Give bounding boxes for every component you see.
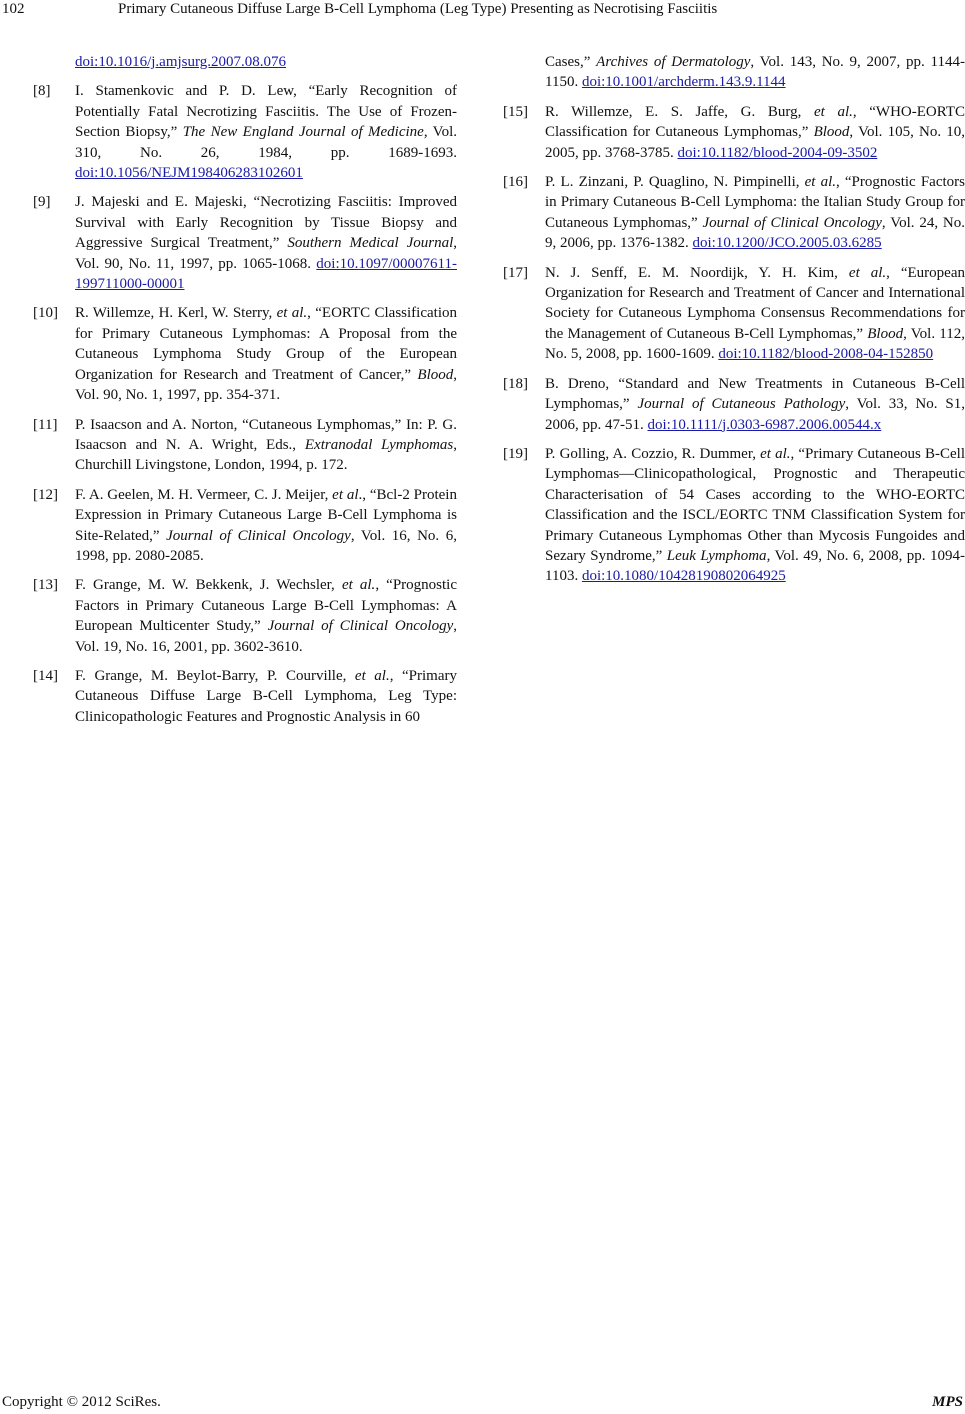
copyright-notice: Copyright © 2012 SciRes. — [2, 1394, 161, 1410]
reference-number: [13] — [33, 577, 58, 594]
journal-name: Archives of Dermatology — [596, 54, 751, 70]
reference-14: [14] F. Grange, M. Beylot-Barry, P. Courville, et al., “Primary Cutaneous Diffuse Large B-Cell Lymphoma, Leg Type: Clinicopathologic Features and Prognostic Analysis in 60 — [33, 667, 457, 725]
reference-17: [17] N. J. Senff, E. M. Noordijk, Y. H. Kim, et al., “European Organization for Research and Treatment of Cancer and International Society for Cutaneous Lymphoma Consensus Recommendations for the Management of Cutaneous B-Cell Lymphomas,” Blood, Vol. 112, No. 5, 2008, pp. 1600-1609. doi:10.1182/blood-2008-04-152850 — [503, 264, 965, 363]
reference-15: [15] R. Willemze, E. S. Jaffe, G. Burg, et al., “WHO-EORTC Classification for Cutaneous Lymphomas,” Blood, Vol. 105, No. 10, 2005, pp. 3768-3785. doi:10.1182/blood-2004-09-3502 — [503, 103, 965, 161]
reference-number: [15] — [503, 103, 528, 120]
doi-link[interactable]: doi:10.1097/00007611-199711000-00001 — [75, 255, 457, 293]
reference-continuation — [33, 52, 457, 72]
reference-number: [9] — [33, 194, 51, 211]
journal-name: Journal of Clinical Oncology — [267, 618, 454, 635]
doi-link[interactable]: doi:10.1001/archderm.143.9.1144 — [581, 74, 786, 91]
doi-link[interactable]: doi:10.1111/j.0303-6987.2006.00544.x — [647, 416, 882, 433]
reference-number: [10] — [33, 305, 58, 322]
doi-link[interactable]: doi:10.1056/NEJM198406283102601 — [75, 165, 303, 182]
reference-18: [18] B. Dreno, “Standard and New Treatments in Cutaneous B-Cell Lymphomas,” Journal of Cutaneous Pathology, Vol. 33, No. S1, 2006, pp. 47-51. doi:10.1111/j.0303-6987.2006.00544.x — [503, 375, 965, 433]
doi-link[interactable]: doi:10.1200/JCO.2005.03.6285 — [692, 235, 882, 252]
journal-name: Journal of Clinical Oncology — [702, 214, 882, 231]
reference-12: [12] F. A. Geelen, M. H. Vermeer, C. J. Meijer, et al., “Bcl-2 Protein Expression in Primary Cutaneous Large B-Cell Lymphoma is Site-Related,” Journal of Clinical Oncology, Vol. 16, No. 6, 1998, pp. 2080-2085. — [33, 486, 457, 564]
journal-name: The New England Journal of Medicine — [182, 124, 424, 141]
page-number: 102 — [2, 1, 25, 17]
reference-13: [13] F. Grange, M. W. Bekkenk, J. Wechsler, et al., “Prognostic Factors in Primary Cutaneous Large B-Cell Lymphomas: A European Multicenter Study,” Journal of Clinical Oncology, Vol. 19, No. 16, 2001, pp. 3602-3610. — [33, 577, 458, 655]
journal-name: Blood — [867, 325, 904, 342]
reference-number: [14] — [33, 667, 58, 684]
journal-name: Journal of Cutaneous Pathology — [637, 396, 846, 413]
reference-8: [8] I. Stamenkovic and P. D. Lew, “Early Recognition of Potentially Fatal Necrotizing Fasciitis. The Use of Frozen-Section Biopsy,” The New England Journal of Medicine, Vol. 310, No. 26, 1984, pp. 1689-1693. doi:10.1056/NEJM198406283102601 — [33, 83, 457, 182]
doi-link[interactable]: doi:10.1182/blood-2008-04-152850 — [718, 346, 934, 363]
reference-number: [19] — [503, 445, 528, 462]
journal-name: Extranodal Lymphomas — [304, 436, 454, 453]
reference-11: [11] P. Isaacson and A. Norton, “Cutaneous Lymphomas,” In: P. G. Isaacson and N. A. Wright, Eds., Extranodal Lymphomas, Churchill Livingstone, London, 1994, p. 172. — [33, 416, 457, 474]
reference-number: [8] — [33, 83, 51, 100]
doi-link[interactable]: doi:10.1080/10428190802064925 — [581, 568, 786, 585]
reference-number: [16] — [503, 174, 528, 191]
doi-link[interactable]: doi:10.1182/blood-2004-09-3502 — [677, 144, 878, 161]
page-footer — [0, 1392, 965, 1412]
page-header — [0, 0, 965, 22]
running-title: Primary Cutaneous Diffuse Large B-Cell Lymphoma (Leg Type) Presenting as Necrotising Fasciitis — [118, 1, 718, 17]
journal-name: Southern Medical Journal — [287, 235, 454, 252]
doi-link[interactable]: doi:10.1016/j.amjsurg.2007.08.076 — [75, 54, 286, 70]
reference-19: [19] P. Golling, A. Cozzio, R. Dummer, et al., “Primary Cutaneous B-Cell Lymphomas—Clinicopathological, Prognostic and Therapeutic Characterisation of 54 Cases according to the WHO-EORTC Classification and the ISCL/EORTC TNM Classification System for Primary Cutaneous Lymphomas Other than Mycosis Fungoides and Sezary Syndrome,” Leuk Lymphoma, Vol. 49, No. 6, 2008, pp. 1094-1103. doi:10.1080/10428190802064925 — [503, 445, 965, 585]
journal-name: Blood — [813, 124, 850, 141]
journal-name: Journal of Clinical Oncology — [166, 527, 351, 544]
reference-9: [9] J. Majeski and E. Majeski, “Necrotizing Fasciitis: Improved Survival with Early Recognition by Tissue Biopsy and Aggressive Surgical Treatment,” Southern Medical Journal, Vol. 90, No. 11, 1997, pp. 1065-1068. doi:10.1097/00007611-199711000-00001 — [33, 194, 457, 293]
reference-number: [17] — [503, 264, 528, 281]
reference-10: [10] R. Willemze, H. Kerl, W. Sterry, et al., “EORTC Classification for Primary Cutaneous Lymphomas: A Proposal from the Cutaneous Lymphoma Study Group of the European Organization for Research and Treatment of Cancer,” Blood, Vol. 90, No. 1, 1997, pp. 354-371. — [33, 305, 457, 404]
journal-abbreviation: MPS — [932, 1394, 963, 1410]
reference-number: [11] — [33, 416, 58, 433]
right-column — [503, 52, 965, 596]
journal-name: Blood — [417, 366, 454, 383]
journal-name: Leuk Lymphoma — [666, 547, 767, 564]
reference-14-continuation: Cases,” Archives of Dermatology, Vol. 143, No. 9, 2007, pp. 1144-1150. doi:10.1001/archderm.143.9.1144 — [545, 54, 965, 91]
reference-16: [16] P. L. Zinzani, P. Quaglino, N. Pimpinelli, et al., “Prognostic Factors in Primary Cutaneous B-Cell Lymphoma: the Italian Study Group for Cutaneous Lymphomas,” Journal of Clinical Oncology, Vol. 24, No. 9, 2006, pp. 1376-1382. doi:10.1200/JCO.2005.03.6285 — [503, 174, 965, 252]
reference-number: [18] — [503, 375, 528, 392]
reference-number: [12] — [33, 486, 58, 503]
left-column — [33, 52, 457, 736]
